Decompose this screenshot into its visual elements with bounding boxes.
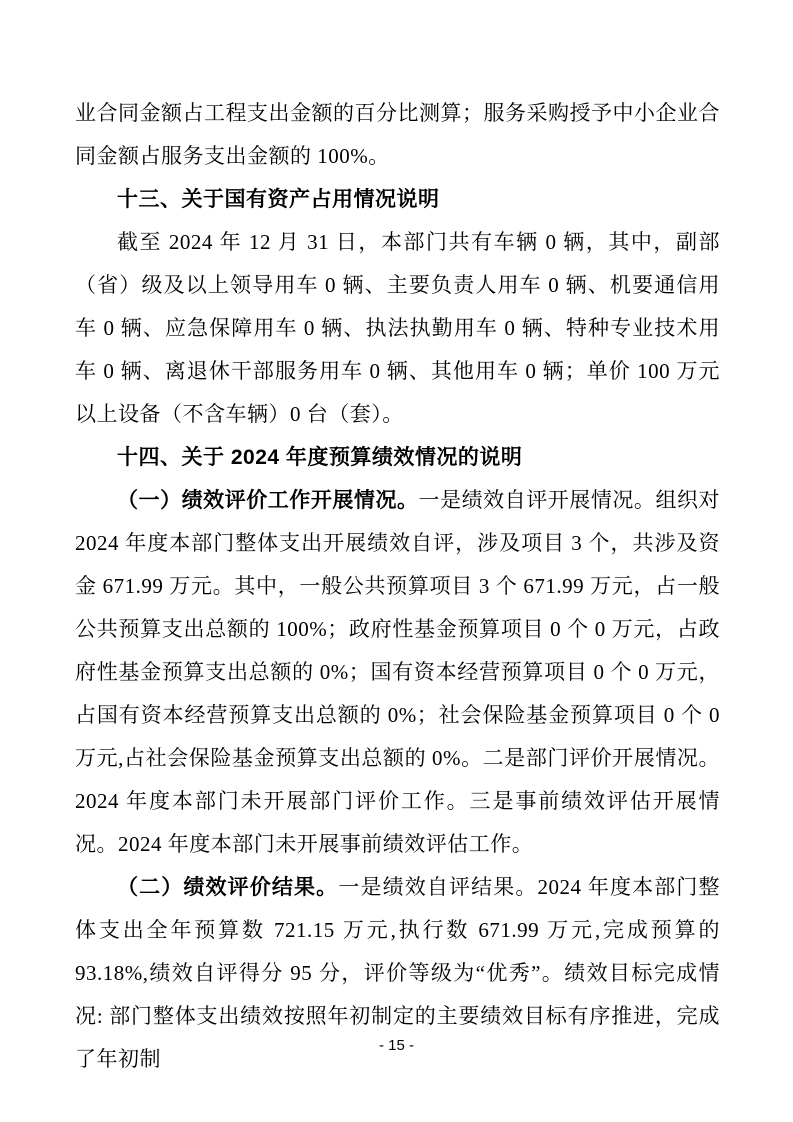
heading-text: 十四、关于 2024 年度预算绩效情况的说明: [117, 446, 523, 469]
document-content: [75, 92, 720, 1081]
paragraph-text: 业合同金额占工程支出金额的百分比测算；服务采购授予中小企业合同金额占服务支出金额的 100%。: [75, 101, 720, 168]
paragraph-bold-lead: （一）绩效评价工作开展情况。: [117, 489, 419, 512]
page-number: - 15 -: [378, 1037, 414, 1054]
heading-text: 十三、关于国有资产占用情况说明: [117, 188, 440, 211]
paragraph-text: 一是绩效自评结果。2024 年度本部门整体支出全年预算数 721.15 万元,执行数 671.99 万元,完成预算的 93.18%,绩效自评得分 95 分，评价等级为“优秀”。绩效目标完成情况: 部门整体支出绩效按照年初制定的主要绩效目标有序推进，完成了年初制: [75, 875, 721, 1071]
paragraph-bold-lead: （二）绩效评价结果。: [117, 876, 339, 899]
paragraph-procurement-continuation: [75, 92, 720, 178]
section-heading-13: [75, 178, 720, 221]
paragraph-text: 截至 2024 年 12 月 31 日，本部门共有车辆 0 辆，其中，副部（省）级及以上领导用车 0 辆、主要负责人用车 0 辆、机要通信用车 0 辆、应急保障用车 0 辆、执法执勤用车 0 辆、特种专业技术用车 0 辆、离退休干部服务用车 0 辆、其他用车 0 辆；单价 100 万元以上设备（不含车辆）0 台（套）。: [75, 230, 720, 426]
section-heading-14: [75, 436, 720, 479]
paragraph-text: 一是绩效自评开展情况。组织对 2024 年度本部门整体支出开展绩效自评，涉及项目 3 个，共涉及资金 671.99 万元。其中，一般公共预算项目 3 个 671.99 万元，占一般公共预算支出总额的 100%；政府性基金预算项目 0 个 0 万元，占政府性基金预算支出总额的 0%；国有资本经营预算项目 0 个 0 万元，占国有资本经营预算支出总额的 0%；社会保险基金预算项目 0 个 0 万元,占社会保险基金预算支出总额的 0%。二是部门评价开展情况。2024 年度本部门未开展部门评价工作。三是事前绩效评估开展情况。2024 年度本部门未开展事前绩效评估工作。: [75, 488, 721, 856]
paragraph-state-assets: [75, 221, 720, 436]
paragraph-performance-evaluation-work: [75, 479, 720, 866]
